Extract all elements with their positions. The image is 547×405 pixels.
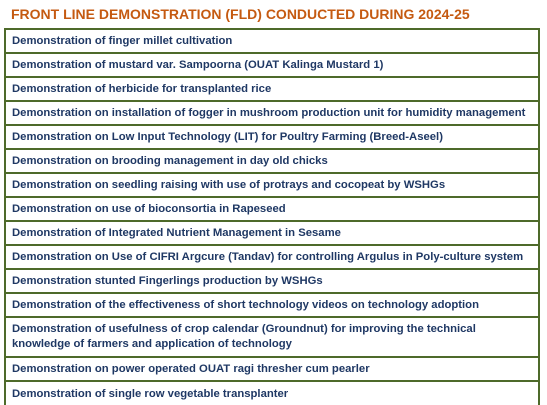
- page-title: FRONT LINE DEMONSTRATION (FLD) CONDUCTED DURING 2024-25: [11, 6, 470, 22]
- list-item: Demonstration on power operated OUAT ragi thresher cum pearler: [6, 358, 538, 382]
- list-item: Demonstration of herbicide for transplanted rice: [6, 78, 538, 102]
- list-item: Demonstration on installation of fogger in mushroom production unit for humidity management: [6, 102, 538, 126]
- list-item: Demonstration of Integrated Nutrient Management in Sesame: [6, 222, 538, 246]
- list-item: Demonstration of mustard var. Sampoorna (OUAT Kalinga Mustard 1): [6, 54, 538, 78]
- list-item: Demonstration on Use of CIFRI Argcure (Tandav) for controlling Argulus in Poly-culture system: [6, 246, 538, 270]
- list-item: Demonstration of usefulness of crop calendar (Groundnut) for improving the technical knowledge of farmers and application of technology: [6, 318, 538, 358]
- list-item: Demonstration of single row vegetable transplanter: [12, 387, 289, 400]
- fld-list: [4, 28, 540, 405]
- list-item: Demonstration on brooding management in day old chicks: [6, 150, 538, 174]
- list-item: Demonstration of finger millet cultivation: [6, 30, 538, 54]
- list-item: Demonstration of the effectiveness of short technology videos on technology adoption: [6, 294, 538, 318]
- list-item: Demonstration on use of bioconsortia in Rapeseed: [6, 198, 538, 222]
- list-item: Demonstration stunted Fingerlings production by WSHGs: [6, 270, 538, 294]
- list-item: Demonstration on Low Input Technology (LIT) for Poultry Farming (Breed-Aseel): [6, 126, 538, 150]
- list-item: Demonstration on seedling raising with use of protrays and cocopeat by WSHGs: [6, 174, 538, 198]
